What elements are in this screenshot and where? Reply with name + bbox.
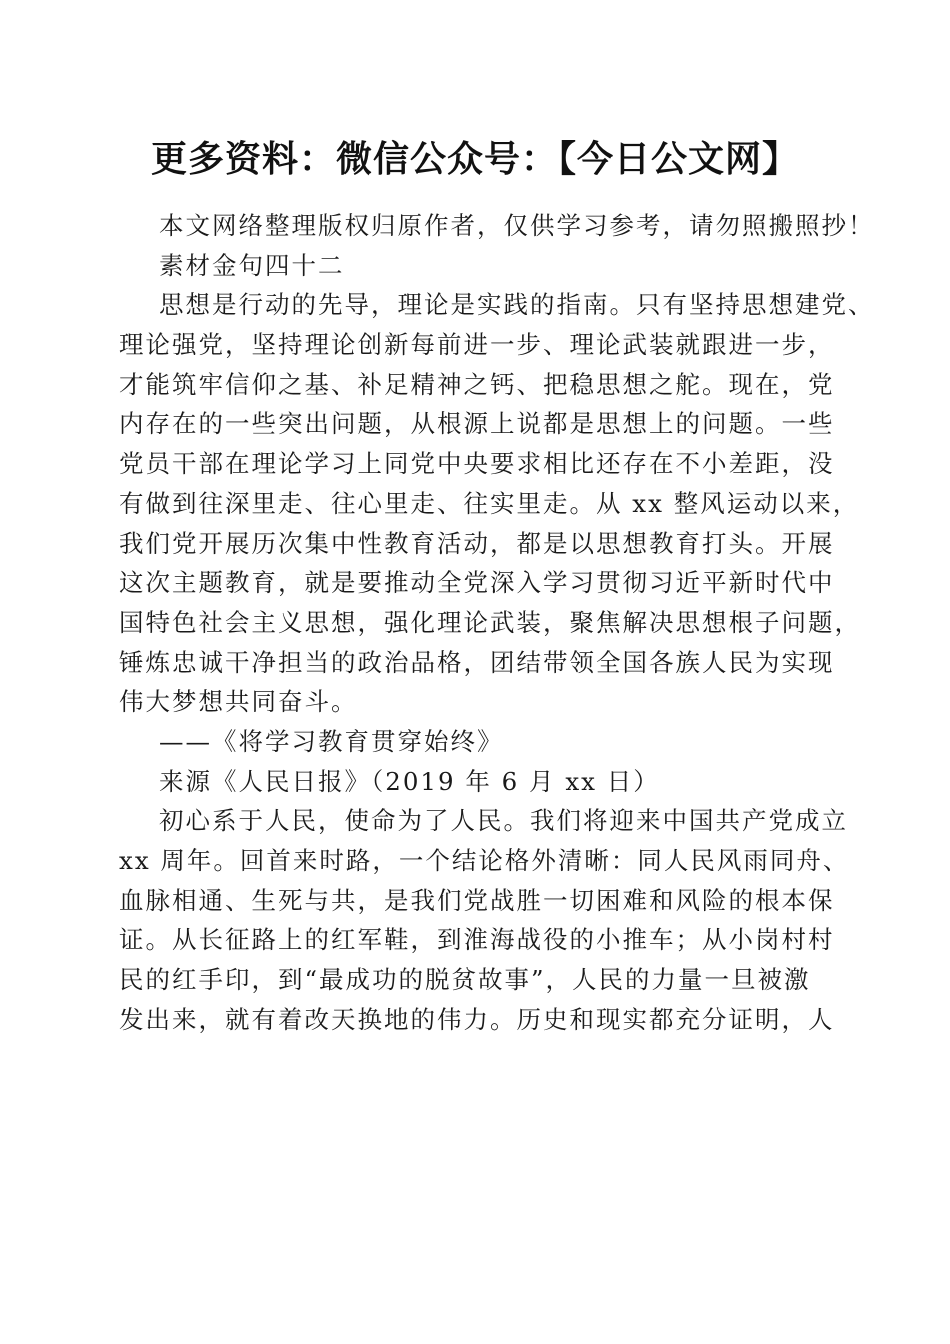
text-line: 伟大梦想共同奋斗。 — [119, 687, 358, 717]
text-line: 这次主题教育，就是要推动全党深入学习贯彻习近平新时代中 — [119, 568, 835, 598]
text-line: 民的红手印，到“最成功的脱贫故事”，人民的力量一旦被激 — [119, 965, 811, 995]
text-line: 我们党开展历次集中性教育活动，都是以思想教育打头。开展 — [119, 528, 835, 558]
text-line: 有做到往深里走、往心里走、往实里走。从 xx 整风运动以来， — [119, 488, 860, 518]
text-line: 内存在的一些突出问题，从根源上说都是思想上的问题。一些 — [119, 409, 835, 439]
text-line: 发出来，就有着改天换地的伟力。历史和现实都充分证明，人 — [119, 1004, 835, 1034]
text-line: ——《将学习教育贯穿始终》 — [159, 726, 504, 756]
text-line: 证。从长征路上的红军鞋，到淮海战役的小推车；从小岗村村 — [119, 925, 835, 955]
text-line: 初心系于人民，使命为了人民。我们将迎来中国共产党成立 — [159, 806, 848, 836]
text-line: 来源《人民日报》（2019 年 6 月 xx 日） — [159, 766, 660, 796]
document-body — [119, 206, 875, 1039]
text-line: xx 周年。回首来时路，一个结论格外清晰：同人民风雨同舟、 — [119, 846, 850, 875]
text-line: 理论强党，坚持理论创新每前进一步、理论武装就跟进一步， — [119, 330, 835, 360]
text-line: 血脉相通、生死与共，是我们党战胜一切困难和风险的根本保 — [119, 885, 835, 915]
text-line: 素材金句四十二 — [159, 250, 345, 280]
page-title: 更多资料：微信公众号：【今日公文网】 — [150, 138, 799, 180]
text-line: 党员干部在理论学习上同党中央要求相比还存在不小差距，没 — [119, 449, 835, 479]
text-line: 思想是行动的先导，理论是实践的指南。只有坚持思想建党、 — [159, 290, 875, 320]
text-line: 国特色社会主义思想，强化理论武装，聚焦解决思想根子问题， — [119, 607, 861, 637]
text-line: 锤炼忠诚干净担当的政治品格，团结带领全国各族人民为实现 — [119, 647, 835, 677]
text-line: 本文网络整理版权归原作者，仅供学习参考，请勿照搬照抄！ — [159, 211, 875, 240]
text-line: 才能筑牢信仰之基、补足精神之钙、把稳思想之舵。现在，党 — [119, 369, 835, 399]
